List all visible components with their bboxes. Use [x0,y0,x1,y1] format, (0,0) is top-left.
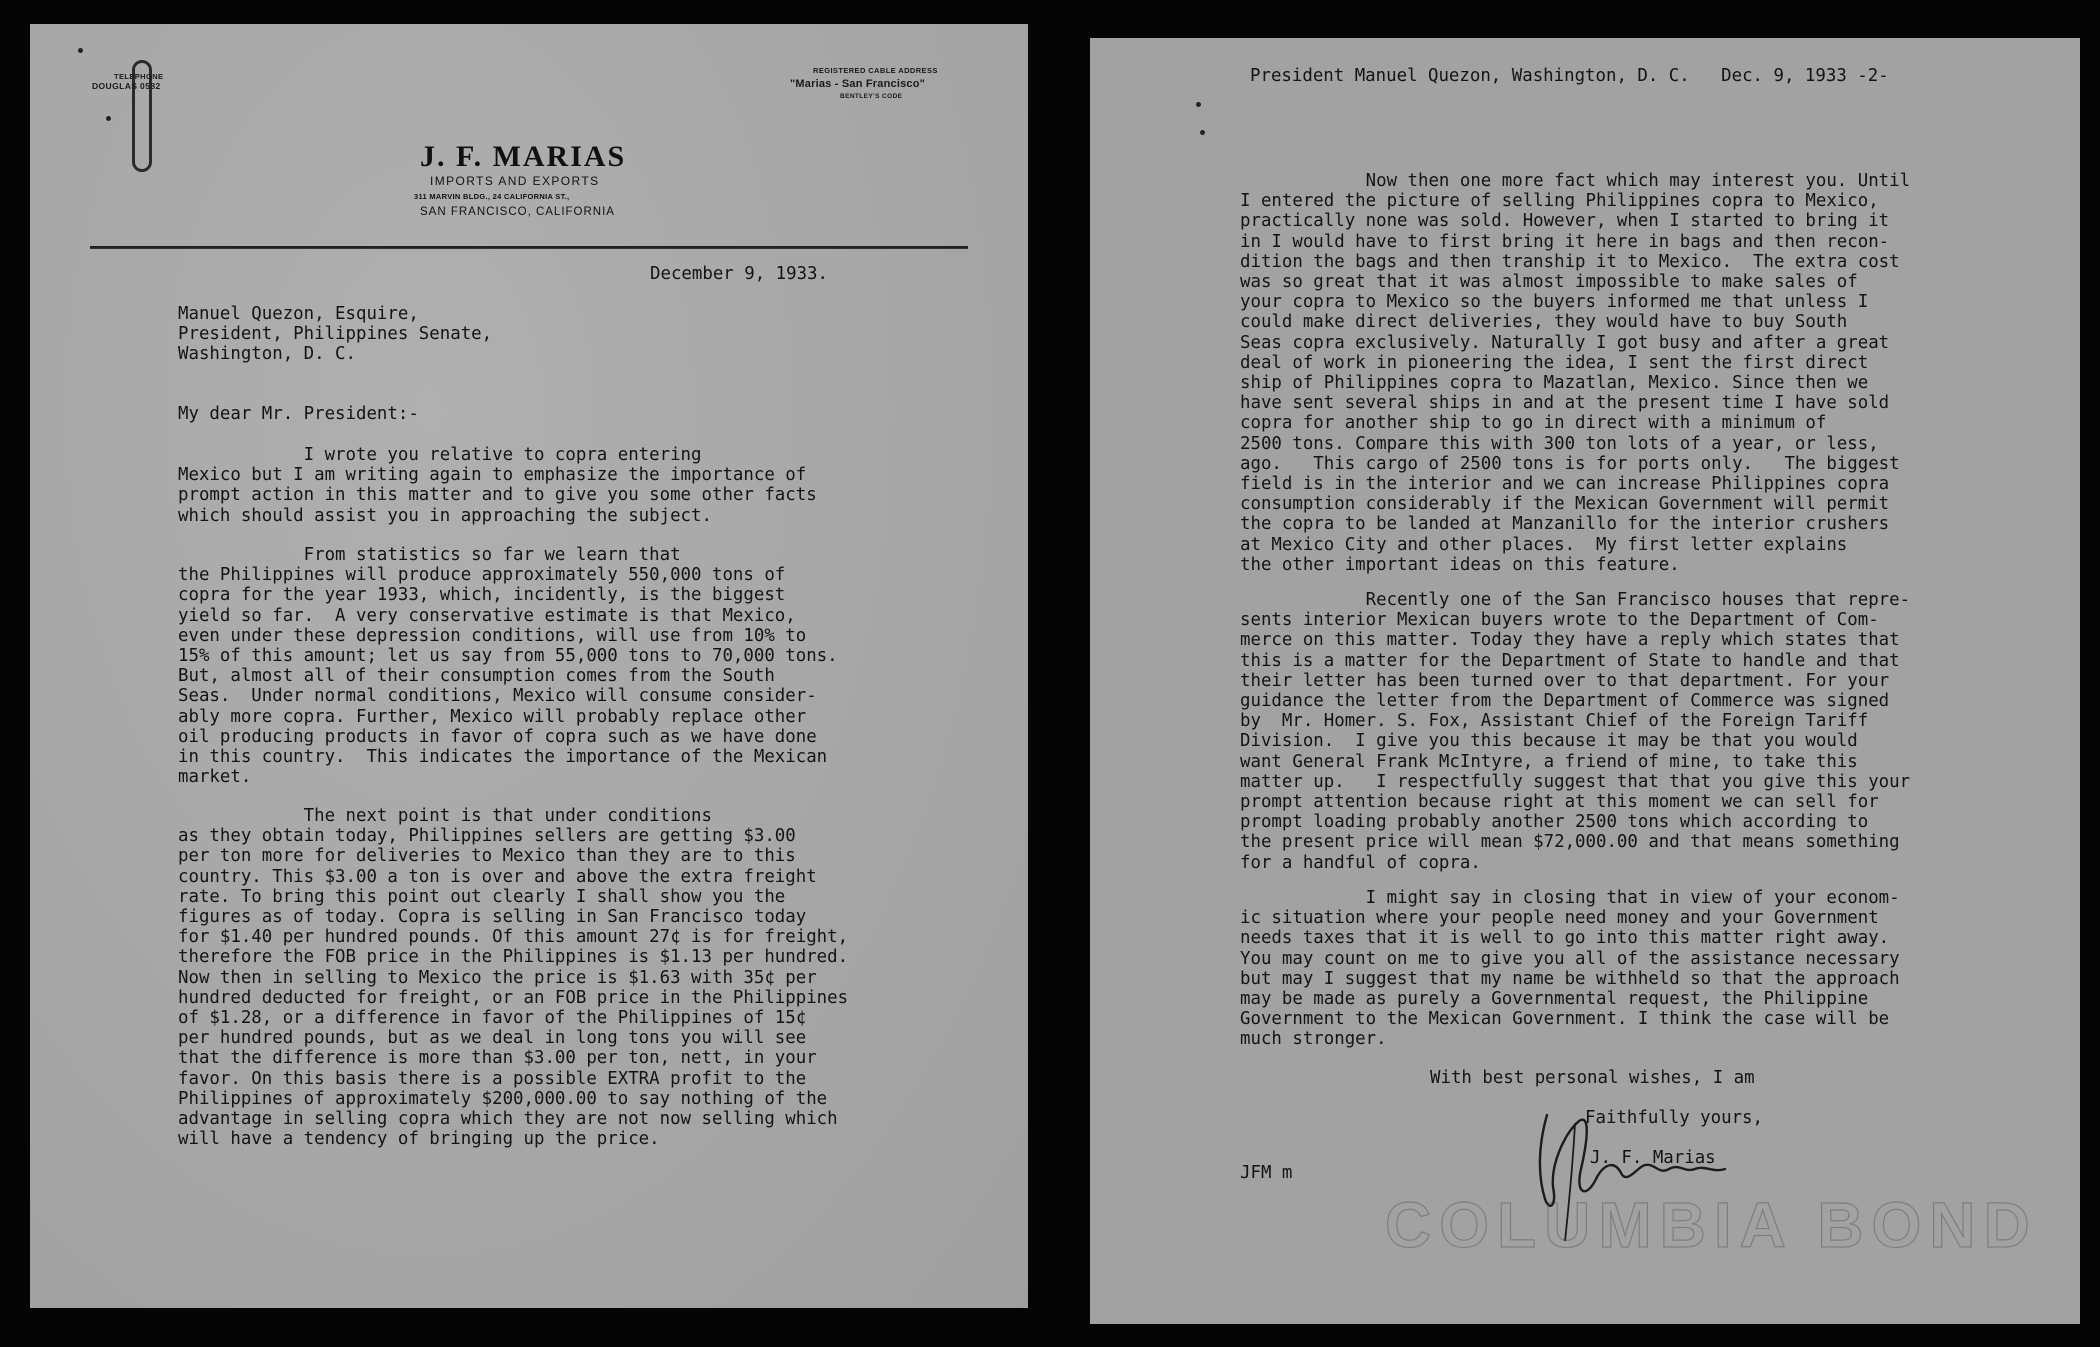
continuation-header: President Manuel Quezon, Washington, D. C. Dec. 9, 1933 -2- [1250,66,1889,86]
cable-label: REGISTERED CABLE ADDRESS [813,66,938,75]
signer-name: J. F. Marias [1590,1148,1716,1168]
paragraph-5: Recently one of the San Francisco houses that repre- sents interior Mexican buyers wrote to the Department of Com- merce on this matter. Today they have a reply which states that this is a matter for the Department of State to handle and that their letter has been turned over to that department. For your guidance the letter from the Department of Commerce was signed by Mr. Homer. S. Fox, Assistant Chief of the Foreign Tariff Division. I give you this because it may be that you would want General Frank McIntyre, a friend of mine, to take this matter up. I respectfully suggest that that you give this your prompt attention because right at this moment we can sell for prompt loading probably another 2500 tons which according to the present price will mean $72,000.00 and that means something for a handful of copra. [1240,590,1911,873]
code-name: BENTLEY'S CODE [840,93,903,100]
typist-initials: JFM m [1240,1163,1293,1183]
company-tagline: IMPORTS AND EXPORTS [430,174,600,188]
address-line: President, Philippines Senate, [178,324,493,345]
cable-address: "Marias - San Francisco" [790,78,926,90]
punch-mark [1200,130,1205,135]
paper-watermark: COLUMBIA BOND [1385,1189,2038,1261]
letter-date: December 9, 1933. [650,264,828,284]
punch-mark [1196,102,1201,107]
telephone-number: DOUGLAS 0582 [92,81,161,91]
valediction: Faithfully yours, [1585,1108,1763,1128]
telephone-label: TELEPHONE [114,72,164,81]
recipient-address [178,304,492,365]
punch-mark [106,116,111,121]
paragraph-1: I wrote you relative to copra entering Mexico but I am writing again to emphasize the importance of prompt action in this matter and to give you some other facts which should assist you in approaching the subject. [178,445,817,526]
company-city: SAN FRANCISCO, CALIFORNIA [420,206,615,218]
paragraph-6: I might say in closing that in view of your econom- ic situation where your people need money and your Government needs taxes that it is well to go into this matter right away. You may count on me to give you all of the assistance necessary but may I suggest that my name be withheld so that the approach may be made as purely a Governmental request, the Philippine Government to the Mexican Government. I think the case will be much stronger. [1240,888,1900,1050]
salutation: My dear Mr. President:- [178,404,419,424]
paragraph-4: Now then one more fact which may interest you. Until I entered the picture of selling Philippines copra to Mexico, practically none was sold. However, when I started to bring it in I would have to first bring it here in bags and then recon- dition the bags and then tranship it to Mexico. The extra cost was so great that it was almost impossible to make sales of your copra to Mexico so the buyers informed me that unless I could make direct deliveries, they would have to buy South Seas copra exclusively. Naturally I got busy and after a great deal of work in pioneering the idea, I sent the first direct ship of Philippines copra to Mazatlan, Mexico. Since then we have sent several ships in and at the present time I have sold copra for another ship to go in direct with a minimum of 2500 tons. Compare this with 300 ton lots of a year, or less, ago. This cargo of 2500 tons is for ports only. The biggest field is in the interior and we can increase Philippines copra consumption considerably if the Mexican Government will permit the copra to be landed at Manzanillo for the interior crushers at Mexico City and other places. My first letter explains the other important ideas on this feature. [1240,171,1911,575]
letter-page-one: TELEPHONE DOUGLAS 0582 REGISTERED CABLE ADDRESS "Marias - San Francisco" BENTLEY'S CODE J. F. MARIAS IMPORTS AND EXPORTS 311 MARVIN BLDG., 24 CALIFORNIA ST., SAN FRANCISCO, CALIFORNIA December 9, 1933. Manuel Quezon, Esquire, President, Philippines Senate, Washington, D. C. My dear Mr. President:- I wrote you relative to copra entering Mexico but I am writing again to emphasize the importance of prompt action in this matter and to give you some other facts which should assist you in approaching the subject. From statistics so far we learn that the Philippines will produce approximately 550,000 tons of copra for the year 1933, which, incidently, is the biggest yield so far. A very conservative estimate is that Mexico, even under these depression conditions, will use from 10% to 15% of this amount; let us say from 55,000 tons to 70,000 tons. But, almost all of their consumption comes from the South Seas. Under normal conditions, Mexico will consume consider- ably more copra. Further, Mexico will probably replace other oil producing products in favor of copra such as we have done in this country. This indicates the importance of the Mexican market. The next point is that under conditions as they obtain today, Philippines sellers are getting $3.00 per ton more for deliveries to Mexico than they are to this country. This $3.00 a ton is over and above the extra freight rate. To bring this point out clearly I shall show you the figures as of today. Copra is selling in San Francisco today for $1.40 per hundred pounds. Of this amount 27¢ is for freight, therefore the FOB price in the Philippines is $1.13 per hundred. Now then in selling to Mexico the price is $1.63 with 35¢ per hundred deducted for freight, or an FOB price in the Philippines of $1.28, or a difference in favor of the Philippines of 15¢ per hundred pounds, but as we deal in long tons you will see that the difference is more than $3.00 per ton, nett, in your favor. On this basis there is a possible EXTRA profit to the Philippines of approximately $200,000.00 to say nothing of the advantage in selling copra which they are not now selling which will have a tendency of bringing up the price. [30,24,1028,1308]
paragraph-2: From statistics so far we learn that the Philippines will produce approximately 550,000 tons of copra for the year 1933, which, incidently, is the biggest yield so far. A very conservative estimate is that Mexico, even under these depression conditions, will use from 10% to 15% of this amount; let us say from 55,000 tons to 70,000 tons. But, almost all of their consumption comes from the South Seas. Under normal conditions, Mexico will consume consider- ably more copra. Further, Mexico will probably replace other oil producing products in favor of copra such as we have done in this country. This indicates the importance of the Mexican market. [178,545,838,788]
address-line: Washington, D. C. [178,344,356,365]
letter-page-two [1090,38,2080,1324]
paragraph-3: The next point is that under conditions as they obtain today, Philippines sellers are getting $3.00 per ton more for deliveries to Mexico than they are to this country. This $3.00 a ton is over and above the extra freight rate. To bring this point out clearly I shall show you the figures as of today. Copra is selling in San Francisco today for $1.40 per hundred pounds. Of this amount 27¢ is for freight, therefore the FOB price in the Philippines is $1.13 per hundred. Now then in selling to Mexico the price is $1.63 with 35¢ per hundred deducted for freight, or an FOB price in the Philippines of $1.28, or a difference in favor of the Philippines of 15¢ per hundred pounds, but as we deal in long tons you will see that the difference is more than $3.00 per ton, nett, in your favor. On this basis there is a possible EXTRA profit to the Philippines of approximately $200,000.00 to say nothing of the advantage in selling copra which they are not now selling which will have a tendency of bringing up the price. [178,806,849,1150]
punch-mark [78,48,83,53]
letterhead-rule [90,246,968,249]
company-address: 311 MARVIN BLDG., 24 CALIFORNIA ST., [414,192,570,201]
address-line: Manuel Quezon, Esquire, [178,304,419,324]
closing-line: With best personal wishes, I am [1430,1068,1755,1088]
